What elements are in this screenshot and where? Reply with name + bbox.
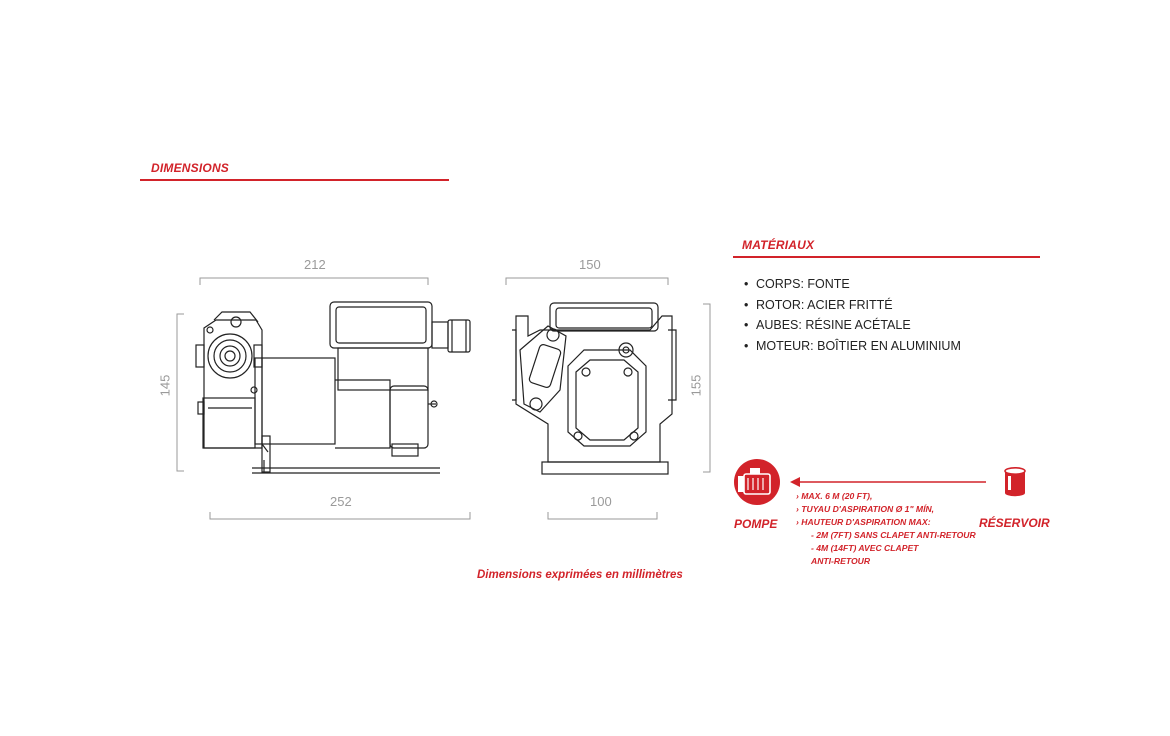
tank-label: RÉSERVOIR — [979, 516, 1050, 530]
dim-side-length: 252 — [330, 494, 352, 509]
install-note: › MAX. 6 M (20 FT), — [796, 491, 873, 501]
pump-label: POMPE — [734, 517, 778, 531]
suction-arrow — [790, 477, 986, 487]
dim-front-height: 155 — [688, 374, 704, 397]
pump-front-view — [512, 303, 676, 474]
dimensions-title: DIMENSIONS — [151, 161, 230, 175]
tank-icon — [1005, 468, 1025, 496]
units-footnote: Dimensions exprimées en millimètres — [477, 569, 683, 581]
material-item: • AUBES: RÉSINE ACÉTALE — [744, 318, 911, 332]
materials-list — [744, 274, 961, 356]
install-note: › HAUTEUR D'ASPIRATION MAX: — [796, 517, 931, 527]
dim-front-width: 150 — [579, 257, 601, 272]
dim-line-side-top — [200, 278, 428, 285]
pump-side-view — [196, 302, 470, 473]
dim-side-height: 145 — [157, 374, 173, 397]
dim-line-front-bottom — [548, 512, 657, 519]
dim-side-width: 212 — [304, 257, 326, 272]
material-item: • ROTOR: ACIER FRITTÉ — [744, 297, 893, 312]
dim-line-front-right — [703, 304, 710, 472]
dim-front-base: 100 — [590, 494, 612, 509]
dim-line-front-top — [506, 278, 668, 285]
materials-title: MATÉRIAUX — [742, 238, 815, 252]
install-note: - 4M (14FT) AVEC CLAPET — [811, 543, 919, 553]
pump-icon — [734, 459, 780, 505]
dim-line-side-bottom — [210, 512, 470, 519]
material-item: • CORPS: FONTE — [744, 277, 850, 291]
install-note: ANTI-RETOUR — [811, 556, 871, 566]
material-item: • MOTEUR: BOÎTIER EN ALUMINIUM — [744, 338, 961, 353]
install-note: - 2M (7FT) SANS CLAPET ANTI-RETOUR — [811, 530, 976, 540]
install-note: › TUYAU D'ASPIRATION Ø 1" MÍN, — [796, 504, 935, 514]
dim-line-side-left — [177, 314, 184, 471]
